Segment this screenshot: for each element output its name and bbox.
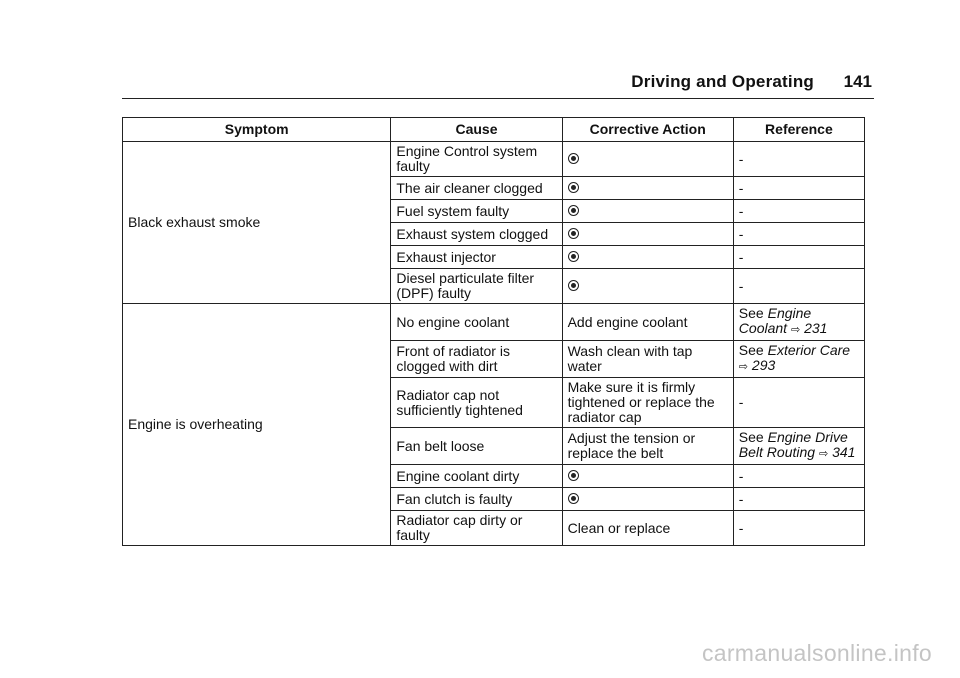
dealer-service-icon — [568, 182, 579, 193]
header-symptom: Symptom — [123, 118, 391, 142]
reference-link[interactable]: Exterior Care — [767, 342, 851, 358]
reference-link[interactable]: Engine Coolant — [738, 305, 812, 336]
reference-cell: - — [733, 465, 864, 488]
cause-cell: Front of radiator is clogged with dirt — [391, 341, 562, 378]
reference-cell: - — [733, 246, 864, 269]
table-row — [123, 142, 865, 177]
action-cell — [562, 223, 733, 246]
cause-cell: Radiator cap not sufficiently tightened — [391, 378, 562, 428]
section-title: Driving and Operating — [631, 72, 814, 91]
cause-cell: Fuel system faulty — [391, 200, 562, 223]
table-row — [123, 304, 865, 341]
action-cell — [562, 177, 733, 200]
action-cell: Adjust the tension or replace the belt — [562, 428, 733, 465]
page-number: 141 — [843, 72, 872, 91]
cause-cell: Engine coolant dirty — [391, 465, 562, 488]
cause-cell: The air cleaner clogged — [391, 177, 562, 200]
reference-cell: - — [733, 378, 864, 428]
see-label: See — [738, 342, 764, 358]
header-reference: Reference — [733, 118, 864, 142]
header-cause: Cause — [391, 118, 562, 142]
dealer-service-icon — [568, 153, 579, 164]
reference-cell: - — [733, 269, 864, 304]
cause-cell: Fan belt loose — [391, 428, 562, 465]
page-arrow-icon: ⇨ — [818, 448, 829, 460]
reference-page[interactable]: 231 — [804, 320, 828, 336]
watermark: carmanualsonline.info — [701, 640, 932, 666]
cause-cell: Diesel particulate filter (DPF) faulty — [391, 269, 562, 304]
dealer-service-icon — [568, 470, 579, 481]
page-arrow-icon: ⇨ — [738, 361, 749, 373]
see-label: See — [738, 305, 764, 321]
reference-cell: - — [733, 200, 864, 223]
cause-cell: Radiator cap dirty or faulty — [391, 511, 562, 546]
reference-cell — [733, 304, 864, 341]
troubleshooting-table — [122, 117, 865, 546]
reference-page[interactable]: 341 — [832, 444, 856, 460]
action-cell: Wash clean with tap water — [562, 341, 733, 378]
header-corrective-action: Corrective Action — [562, 118, 733, 142]
cause-cell: Exhaust injector — [391, 246, 562, 269]
action-cell — [562, 269, 733, 304]
cause-cell: Engine Control system faulty — [391, 142, 562, 177]
cause-cell: Exhaust system clogged — [391, 223, 562, 246]
action-cell — [562, 200, 733, 223]
dealer-service-icon — [568, 251, 579, 262]
action-cell: Make sure it is firmly tightened or replace the radiator cap — [562, 378, 733, 428]
dealer-service-icon — [568, 228, 579, 239]
action-cell: Add engine coolant — [562, 304, 733, 341]
reference-cell: - — [733, 177, 864, 200]
symptom-cell: Engine is overheating — [123, 304, 391, 546]
reference-cell: - — [733, 488, 864, 511]
dealer-service-icon — [568, 493, 579, 504]
reference-cell: - — [733, 223, 864, 246]
action-cell: Clean or replace — [562, 511, 733, 546]
symptom-cell: Black exhaust smoke — [123, 142, 391, 304]
action-cell — [562, 246, 733, 269]
reference-cell — [733, 428, 864, 465]
cause-cell: Fan clutch is faulty — [391, 488, 562, 511]
action-cell — [562, 488, 733, 511]
dealer-service-icon — [568, 280, 579, 291]
reference-link[interactable]: Engine Drive Belt Routing — [738, 429, 848, 460]
action-cell — [562, 142, 733, 177]
reference-cell — [733, 341, 864, 378]
reference-page[interactable]: 293 — [751, 357, 776, 373]
reference-cell: - — [733, 142, 864, 177]
page-arrow-icon: ⇨ — [790, 324, 801, 336]
page-header — [122, 70, 874, 99]
reference-cell: - — [733, 511, 864, 546]
action-cell — [562, 465, 733, 488]
see-label: See — [738, 429, 764, 445]
dealer-service-icon — [568, 205, 579, 216]
cause-cell: No engine coolant — [391, 304, 562, 341]
table-header-row — [123, 118, 865, 142]
